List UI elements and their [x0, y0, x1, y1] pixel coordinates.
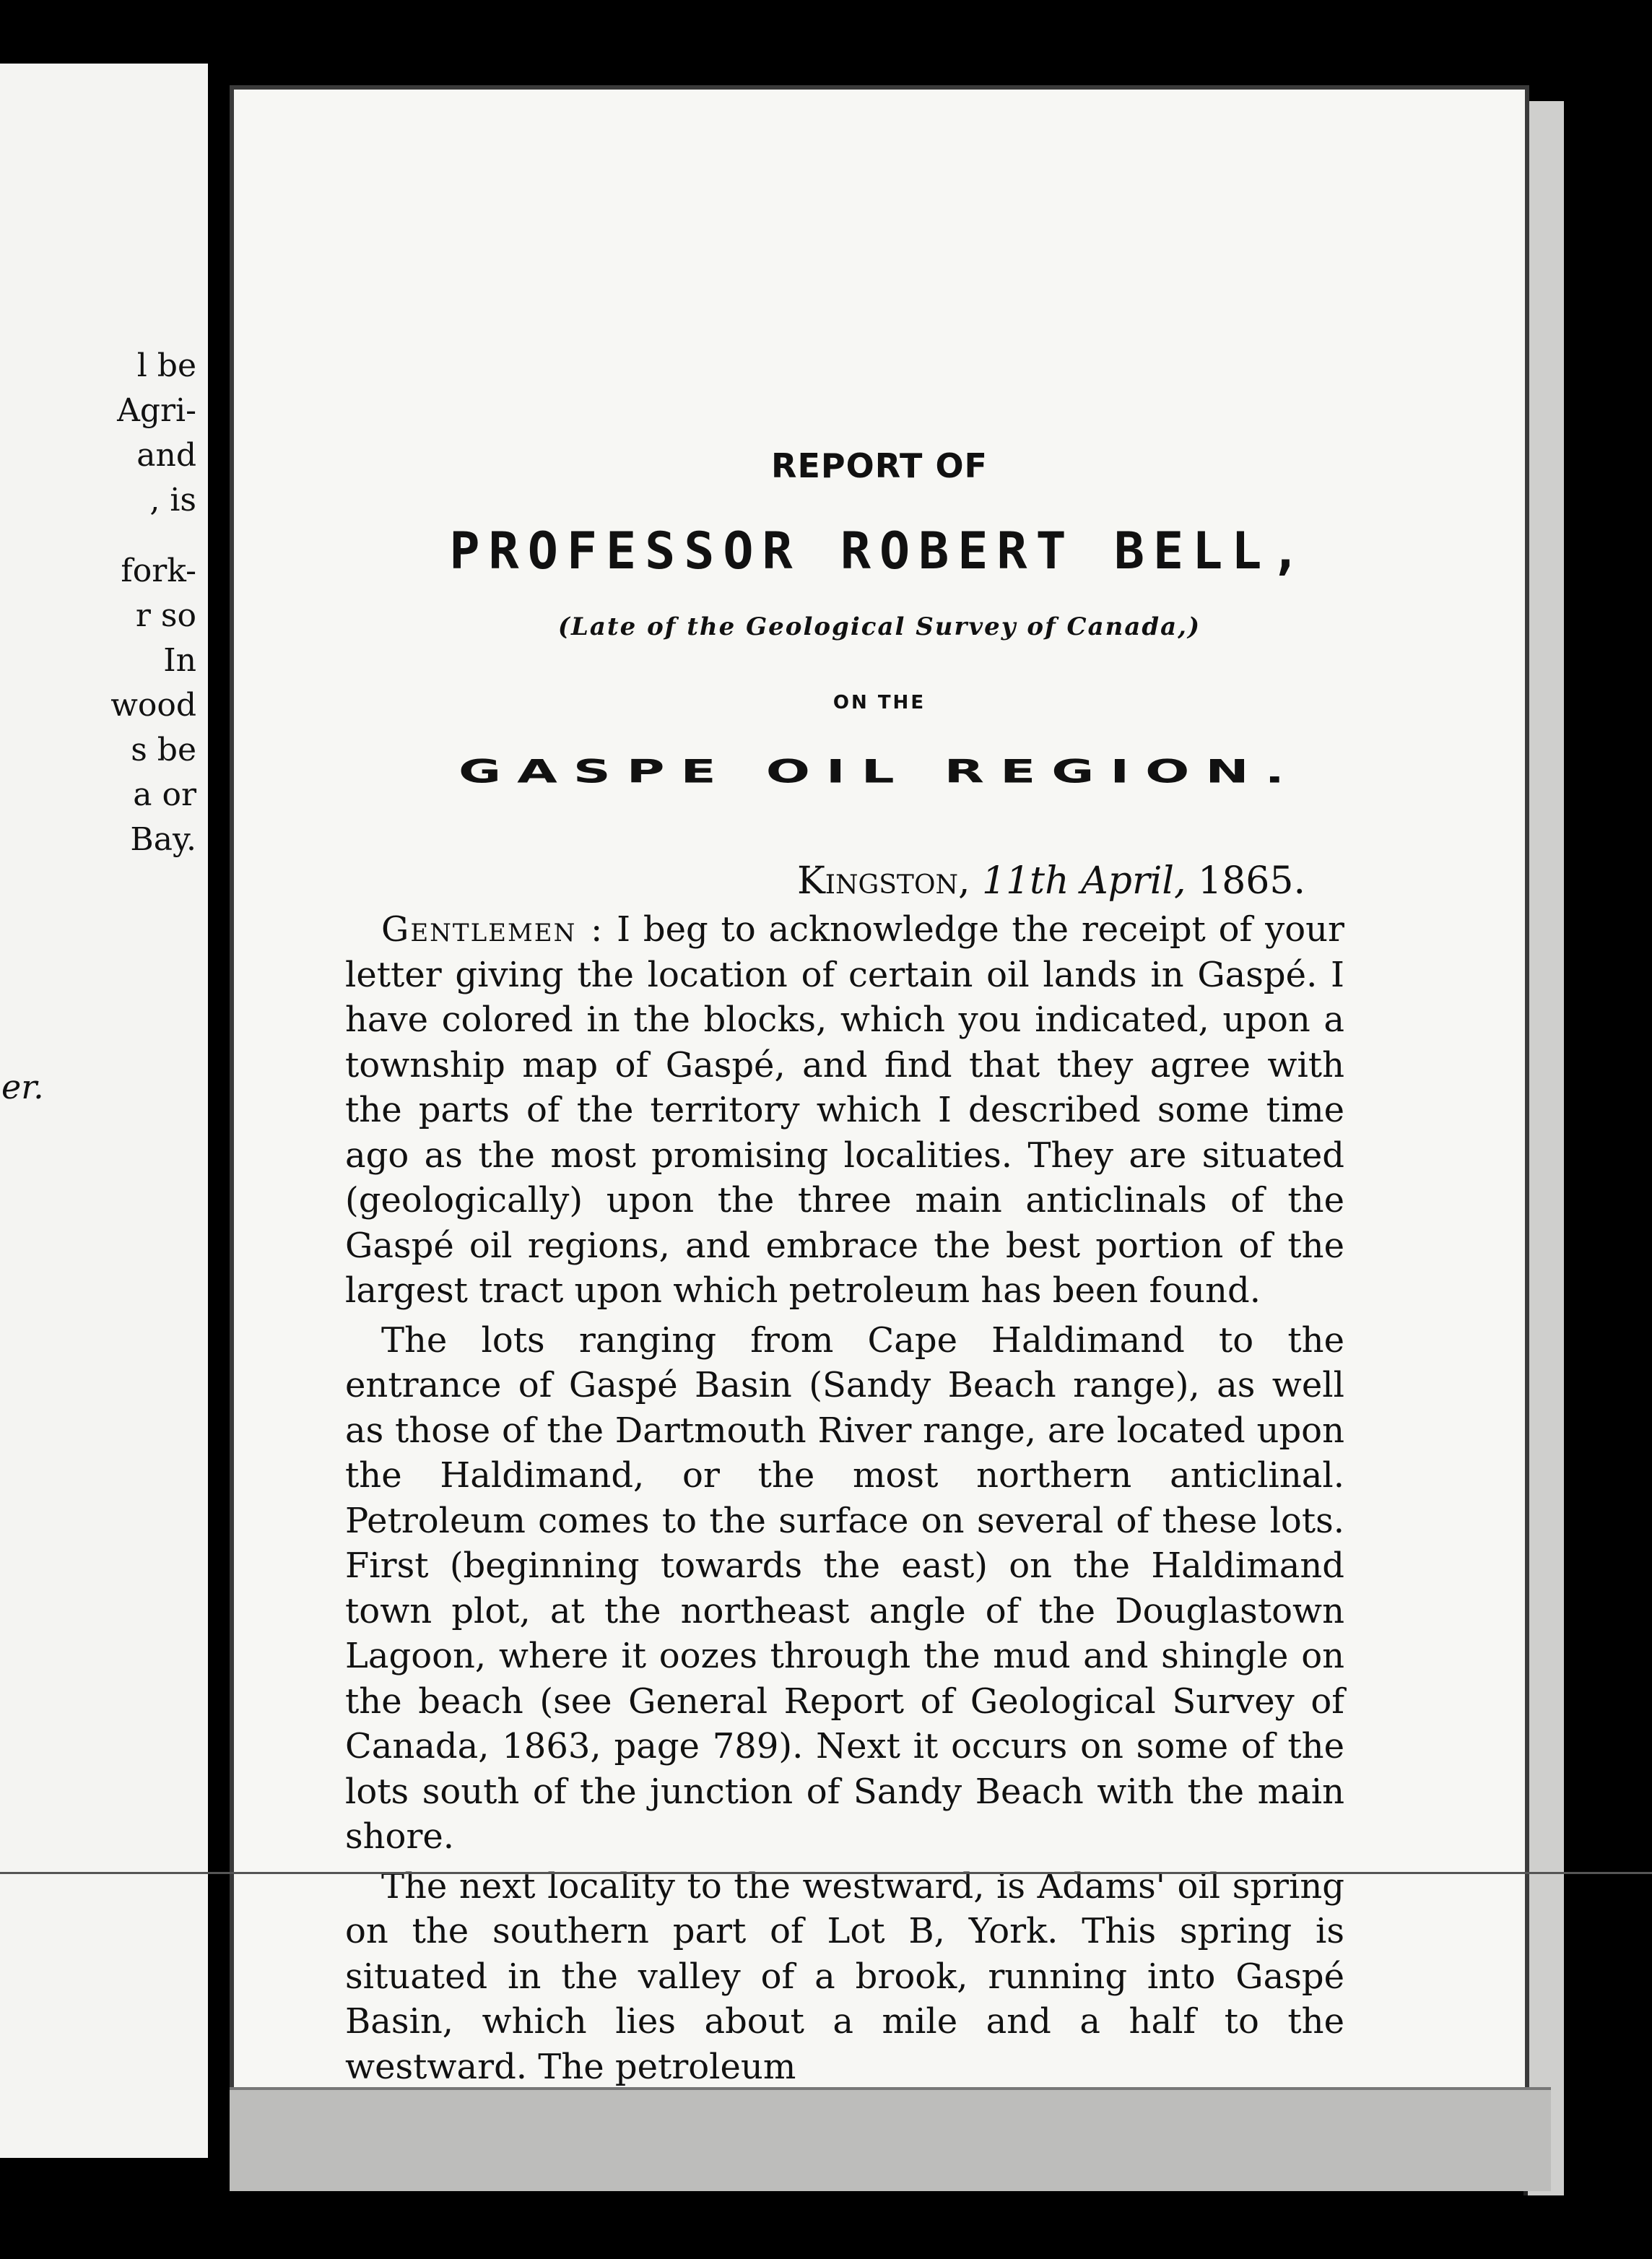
report-of-heading: REPORT OF: [771, 446, 988, 485]
on-the-line: ON THE: [832, 692, 926, 714]
paragraph-1: [345, 907, 1344, 1314]
paragraph-1-text: I beg to acknowledge the receipt of your letter giving the location of certain oil lands in Gaspé. I have colored in the blocks, which you indicated, upon a township map of Gaspé, and find that they agree with the parts of the territory which I described some time ago as the most promising localities. They are situated (geologically) upon the three main anticlinals of the Gaspé oil regions, and embrace the best portion of the largest tract upon which petroleum has been found.: [345, 909, 1344, 1311]
left-text-line: l be: [136, 347, 196, 384]
left-text-line: Bay.: [130, 821, 196, 858]
dateline-place: Kingston,: [796, 859, 970, 903]
left-italic-fragment: er.: [1, 1067, 44, 1106]
dateline-year: 1865.: [1198, 859, 1305, 903]
left-text-line: Agri-: [117, 392, 196, 429]
paragraph-3: The next locality to the westward, is Adams' oil spring on the southern part of Lot B, York. This spring is situated in the valley of a brook, running into Gaspé Basin, which lies about a mile and a half to the westward. The petroleum: [345, 1865, 1344, 2087]
paragraph-2: The lots ranging from Cape Haldimand to the entrance of Gaspé Basin (Sandy Beach range), as well as those of the Dartmouth River range, are located upon the Haldimand, or the most northern anticlinal. Petroleum comes to the surface on several of these lots. First (beginning towards the east) on the Haldimand town plot, at the northeast angle of the Douglastown Lagoon, where it oozes through the mud and shingle on the beach (see General Report of Geological Survey of Canada, 1863, page 789). Next it occurs on some of the lots south of the junction of Sandy Beach with the main shore.: [345, 1319, 1344, 1857]
left-text-line: r so: [135, 597, 196, 634]
left-text-line: fork-: [121, 552, 196, 589]
page-bottom-edge: [230, 2087, 1551, 2191]
author-heading: PROFESSOR ROBERT BELL,: [449, 521, 1310, 581]
region-title: GASPE OIL REGION.: [458, 753, 1300, 791]
letter-body: [345, 907, 1344, 2094]
dateline-date: 11th April,: [982, 859, 1186, 903]
page-edge-strip: [1523, 101, 1564, 2195]
salutation: Gentlemen :: [381, 909, 604, 950]
left-text-line: wood: [110, 687, 196, 724]
affiliation-line: (Late of the Geological Survey of Canada,): [557, 612, 1201, 641]
left-text-line: In: [163, 642, 196, 679]
left-text-line: s be: [131, 732, 196, 768]
scan-line-artifact: [0, 1872, 1652, 1874]
left-text-line: and: [136, 437, 196, 474]
dateline: [797, 859, 1305, 903]
left-text-line: , is: [149, 482, 196, 519]
left-text-line: a or: [133, 776, 196, 813]
left-page-fragment: [0, 64, 208, 2158]
